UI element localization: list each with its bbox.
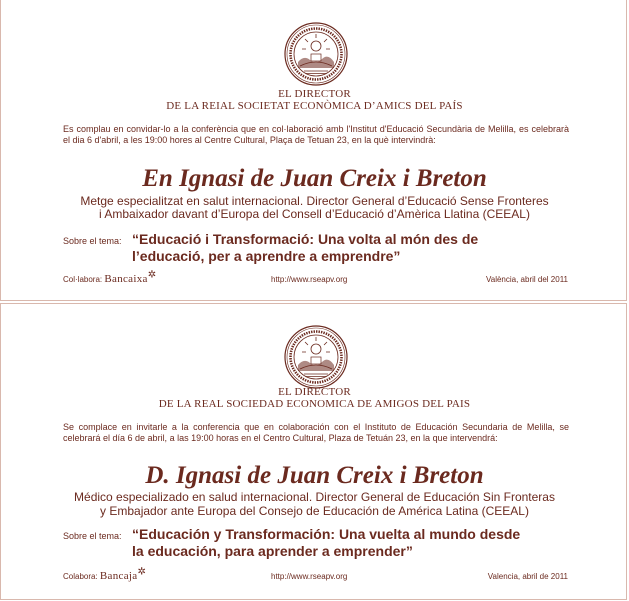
- guest-role-line2: y Embajador ante Europa del Consejo de Educación de América Latina (CEEAL): [100, 504, 529, 518]
- place-date: València, abril del 2011: [486, 275, 568, 284]
- guest-role-line1: Metge especialitzat en salut internacional. Director General d’Educació Sense Fronteres: [80, 194, 549, 208]
- place-date: Valencia, abril de 2011: [487, 572, 568, 581]
- guest-name: D. Ignasi de Juan Creix i Breton: [145, 462, 484, 489]
- star-icon: ✲: [147, 269, 157, 281]
- society-seal-logo: [284, 325, 348, 389]
- society-name: DE LA REAL SOCIEDAD ECONOMICA DE AMIGOS DEL PAIS: [158, 398, 471, 410]
- website-link[interactable]: http://www.rseapv.org: [271, 572, 348, 581]
- website-link[interactable]: http://www.rseapv.org: [271, 275, 348, 284]
- topic-title-line2: la educación, para aprender a emprender”: [132, 543, 413, 559]
- guest-role-line1: Médico especializado en salud internacional. Director General de Educación Sin Fronteras: [74, 490, 555, 504]
- topic-label: Sobre el tema:: [63, 236, 122, 246]
- collab-label: Colabora:: [63, 572, 98, 581]
- topic-title-line1: “Educació i Transformació: Una volta al món des de: [132, 231, 479, 247]
- society-seal-logo: [284, 22, 348, 86]
- invitation-card-valencian: [0, 0, 627, 301]
- sponsor-name: Bancaja: [99, 570, 138, 582]
- collab-label: Col·labora:: [63, 275, 103, 284]
- collaborator: [63, 566, 147, 582]
- topic-title-line1: “Educación y Transformación: Una vuelta al mundo desde: [132, 526, 521, 542]
- invitation-card-spanish: [0, 303, 627, 600]
- topic-title-line2: l’educació, per a aprendre a emprendre”: [132, 248, 401, 264]
- topic-label: Sobre el tema:: [63, 531, 122, 541]
- star-icon: ✲: [137, 566, 147, 578]
- guest-role-line2: i Ambaixador davant d’Europa del Consell d’Educació d’Amèrica Llatina (CEEAL): [99, 207, 530, 221]
- society-name: DE LA REIAL SOCIETAT ECONÒMICA D’AMICS DEL PAÍS: [166, 100, 463, 112]
- director-title: EL DIRECTOR: [278, 386, 351, 398]
- director-title: EL DIRECTOR: [278, 88, 351, 100]
- sponsor-logo: [99, 566, 147, 582]
- guest-name: En Ignasi de Juan Creix i Breton: [142, 165, 487, 192]
- sponsor-logo: [104, 269, 157, 285]
- collaborator: [63, 269, 157, 285]
- sponsor-name: Bancaixa: [104, 273, 148, 285]
- invitation-text: Es complau en convidar-lo a la conferència que en col·laboració amb l'Institut d'Educació Secundària de Melilla, es celebrarà el dia 6 d'abril, a les 19:00 hores al Centre Cultural, Plaça de Tetuan 23, en la què intervindrà:: [63, 124, 569, 145]
- invitation-text: Se complace en invitarle a la conferencia que en colaboración con el Instituto de Educación Secundaria de Melilla, se celebrará el día 6 de abril, a las 19:00 horas en el Centro Cultural, Plaza de Tetuán 23, en la que intervendrá:: [63, 422, 569, 443]
